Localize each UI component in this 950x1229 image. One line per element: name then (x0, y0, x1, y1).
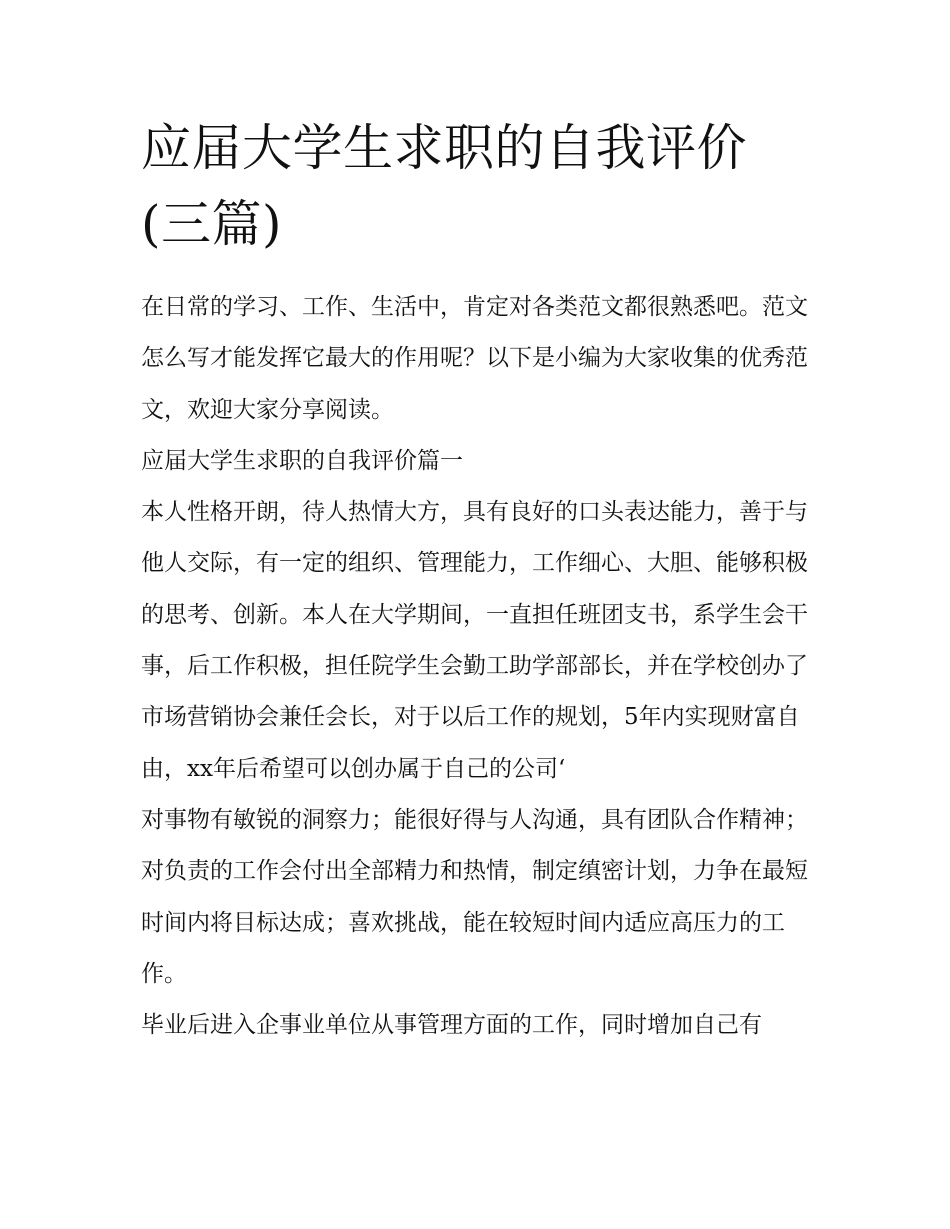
document-title: 应届大学生求职的自我评价(三篇) (141, 119, 747, 253)
body-paragraph: 对事物有敏锐的洞察力；能很好得与人沟通，具有团队合作精神；对负责的工作会付出全部精力和热情，制定缜密计划，力争在最短时间内将目标达成；喜欢挑战，能在较短时间内适应高压力的工作。 (141, 806, 808, 987)
body-paragraph: 毕业后进入企事业单位从事管理方面的工作，同时增加自己有 (141, 1012, 762, 1039)
intro-paragraph: 在日常的学习、工作、生活中，肯定对各类范文都很熟悉吧。范文怎么写才能发挥它最大的作用呢？以下是小编为大家收集的优秀范文，欢迎大家分享阅读。 (141, 294, 808, 423)
section-heading: 应届大学生求职的自我评价篇一 (141, 447, 463, 474)
document-page (141, 110, 817, 1051)
body-paragraph: 本人性格开朗，待人热情大方，具有良好的口头表达能力，善于与他人交际，有一定的组织、管理能力，工作细心、大胆、能够积极的思考、创新。本人在大学期间，一直担任班团支书，系学生会干事，后工作积极，担任院学生会勤工助学部部长，并在学校创办了市场营销协会兼任会长，对于以后工作的规划，5年内实现财富自由，xx年后希望可以创办属于自己的公司‘ (141, 499, 808, 782)
